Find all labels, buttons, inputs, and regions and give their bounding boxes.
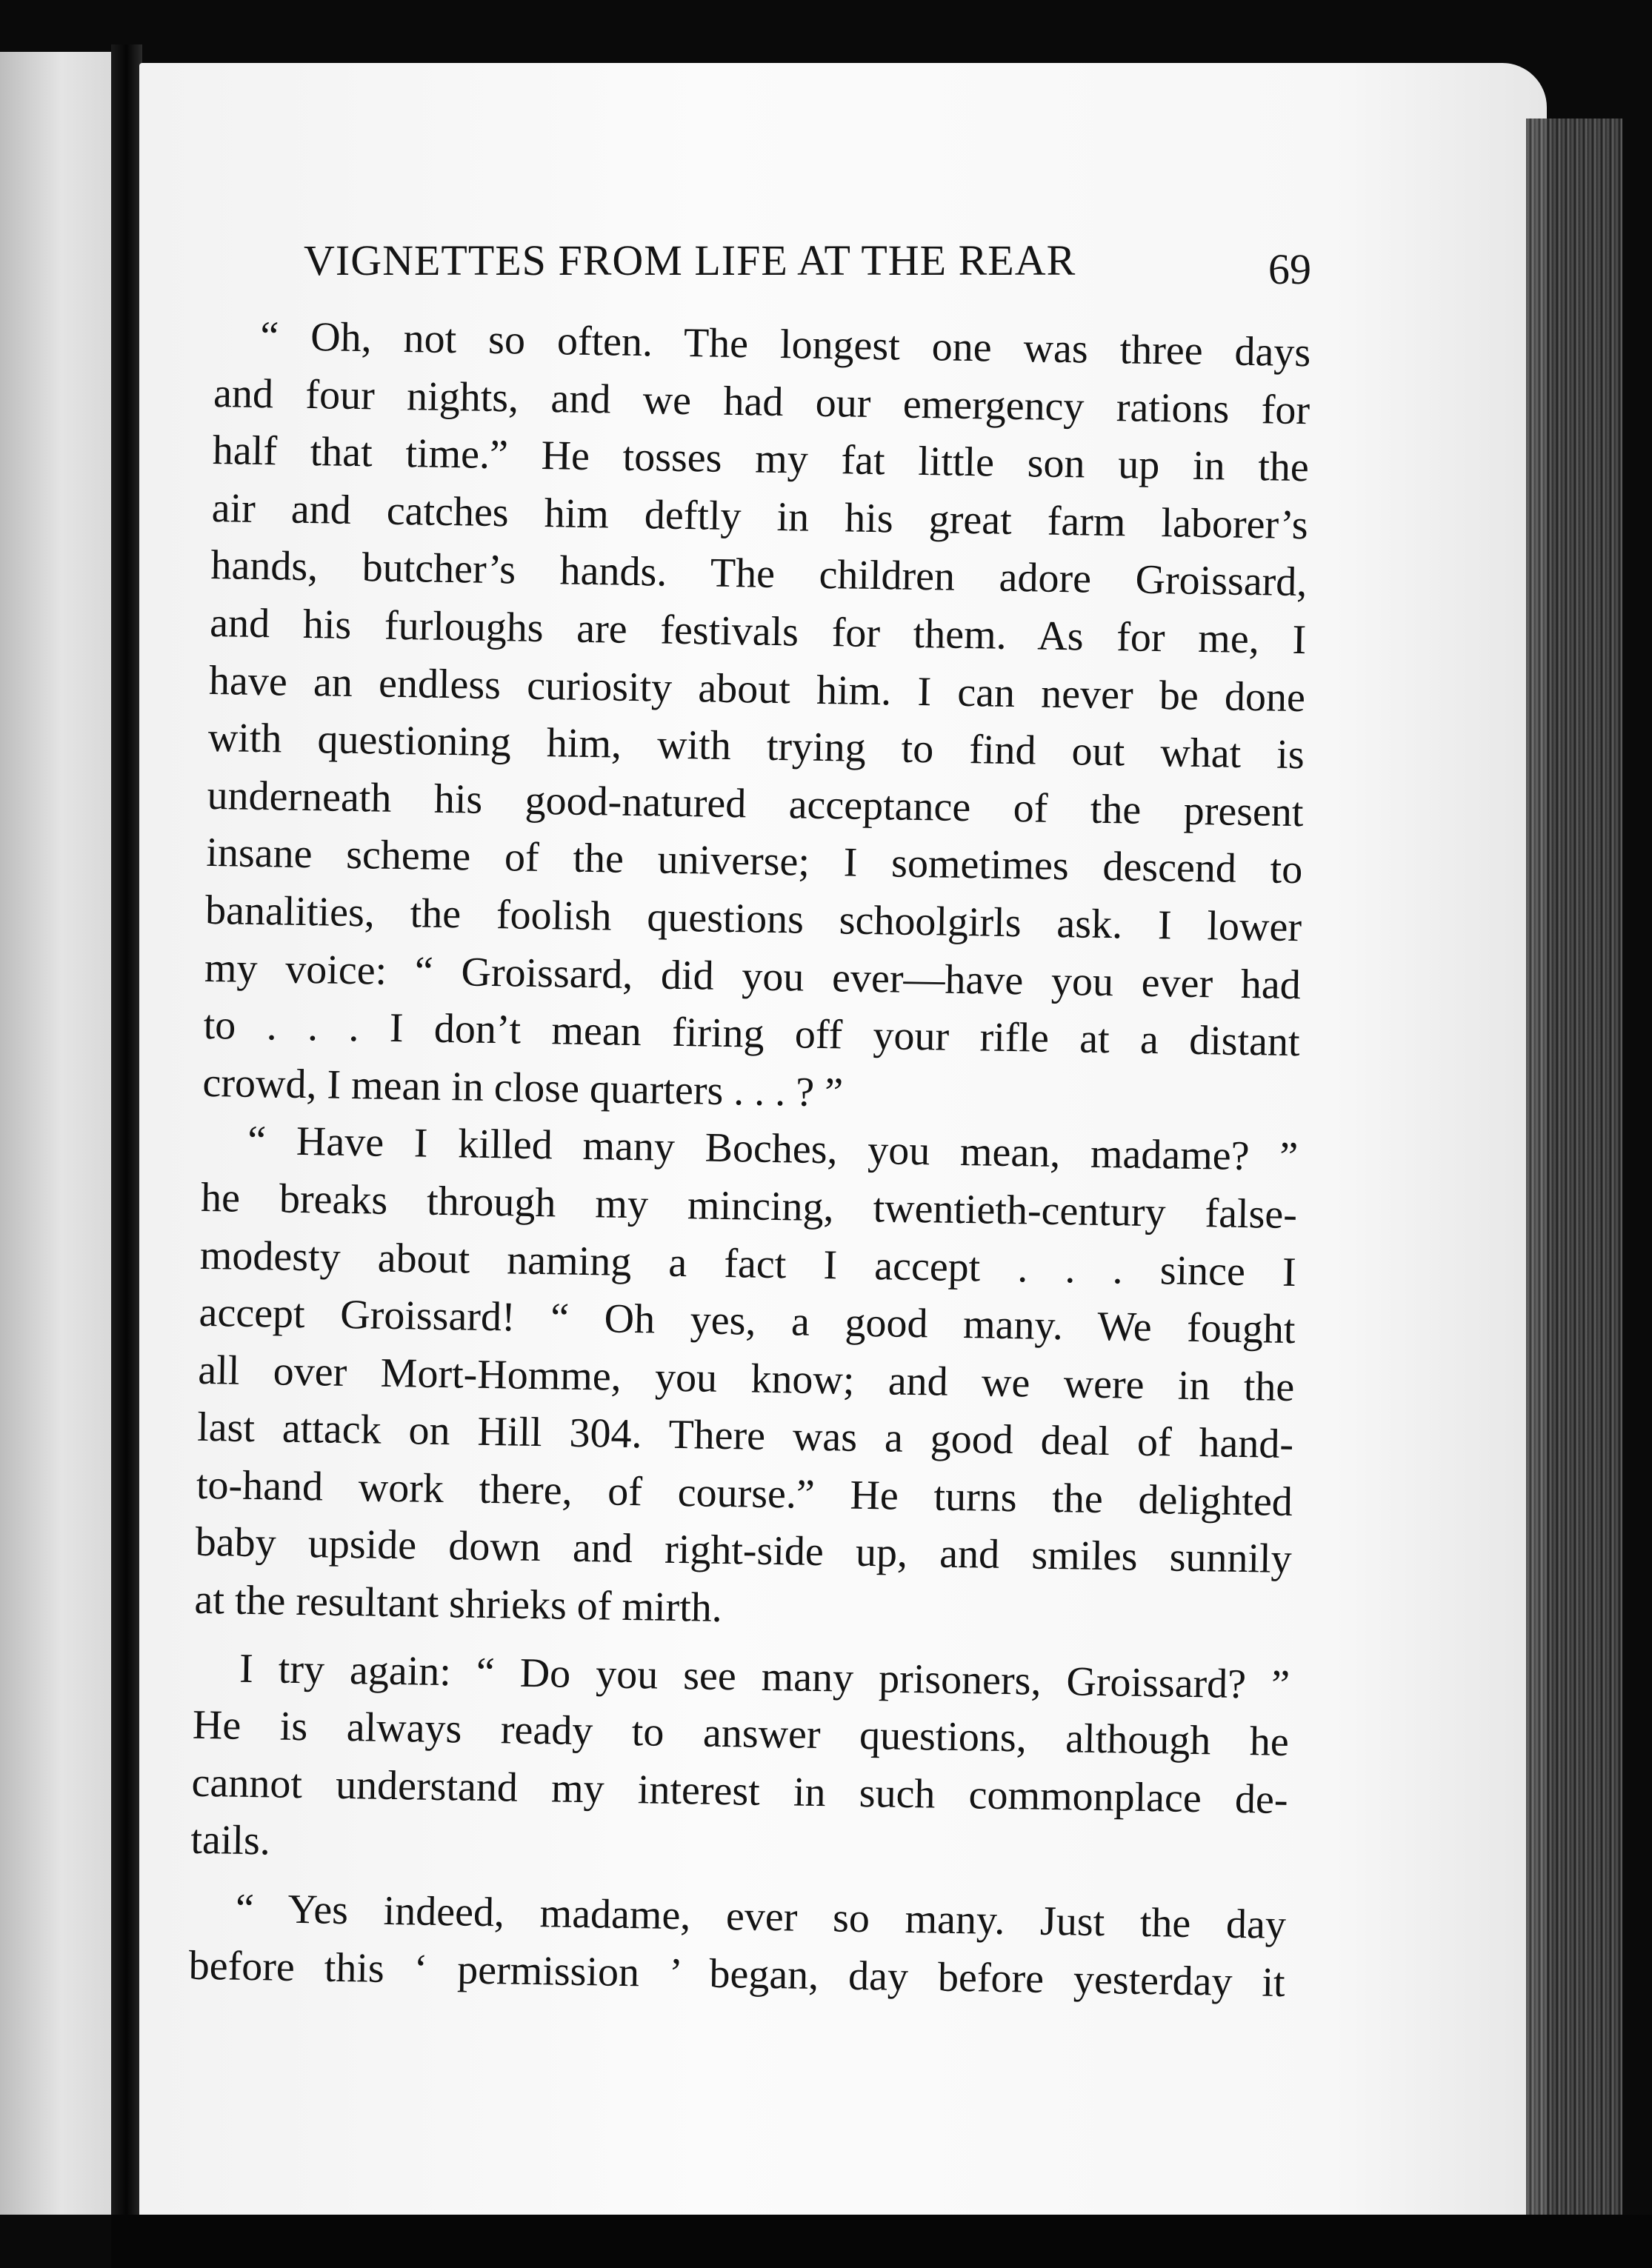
page-edges	[1526, 119, 1622, 2252]
text-line: and his furloughs are festivals for them. As for me, I	[209, 599, 1307, 664]
bottom-shadow	[111, 2215, 1652, 2268]
text-line: half that time.” He tosses my fat little son up in the	[212, 427, 1310, 491]
running-head: VIGNETTES FROM LIFE AT THE REAR	[304, 236, 1076, 284]
text-line: insane scheme of the universe; I sometimes descend to	[205, 830, 1303, 893]
text-line: with questioning him, with trying to find out what is	[207, 715, 1305, 778]
text-line: to-hand work there, of course.” He turns the delighted	[196, 1461, 1293, 1525]
text-line: “ Yes indeed, madame, ever so many. Just the day	[235, 1885, 1287, 1949]
text-line: I try again: “ Do you see many prisoners, Groissard? ”	[239, 1645, 1290, 1708]
text-line: have an endless curiosity about him. I can never be done	[208, 657, 1306, 721]
text-line: cannot understand my interest in such commonplace de-	[191, 1759, 1289, 1823]
text-line: baby upside down and right-side up, and smiles sunnily	[195, 1519, 1293, 1583]
text-line: my voice: “ Groissard, did you ever—have you ever had	[204, 944, 1302, 1008]
text-line: hands, butcher’s hands. The children adore Groissard,	[210, 542, 1308, 606]
page-number: 69	[1268, 245, 1311, 293]
text-line: last attack on Hill 304. There was a good deal of hand-	[196, 1404, 1294, 1468]
left-page-edge	[0, 52, 111, 2215]
text-line: to . . . I don’t mean firing off your rifle at a distant	[203, 1002, 1301, 1066]
body-text	[188, 307, 1311, 2012]
text-line: and four nights, and we had our emergency rations for	[213, 370, 1310, 433]
text-line: crowd, I mean in close quarters . . . ? ”	[202, 1059, 844, 1116]
text-line: underneath his good-natured acceptance of the present	[207, 772, 1304, 836]
text-line: tails.	[190, 1817, 271, 1864]
text-line: air and catches him deftly in his great farm laborer’s	[211, 484, 1309, 548]
text-line: He is always ready to answer questions, although he	[192, 1702, 1290, 1766]
text-line: at the resultant shrieks of mirth.	[194, 1576, 723, 1632]
text-line: accept Groissard! “ Oh yes, a good many. We fought	[199, 1289, 1296, 1353]
text-line: “ Have I killed many Boches, you mean, madame? ”	[247, 1118, 1299, 1181]
text-line: all over Mort-Homme, you know; and we were in the	[197, 1347, 1295, 1410]
text-line: modesty about naming a fact I accept . . . since I	[199, 1232, 1297, 1295]
text-line: before this ‘ permission ’ began, day before yesterday it	[188, 1942, 1286, 2006]
text-line: “ Oh, not so often. The longest one was three days	[259, 313, 1311, 376]
book-gutter	[111, 44, 142, 2229]
text-line: he breaks through my mincing, twentieth-century false-	[200, 1174, 1298, 1238]
text-line: banalities, the foolish questions schoolgirls ask. I lower	[204, 887, 1302, 951]
